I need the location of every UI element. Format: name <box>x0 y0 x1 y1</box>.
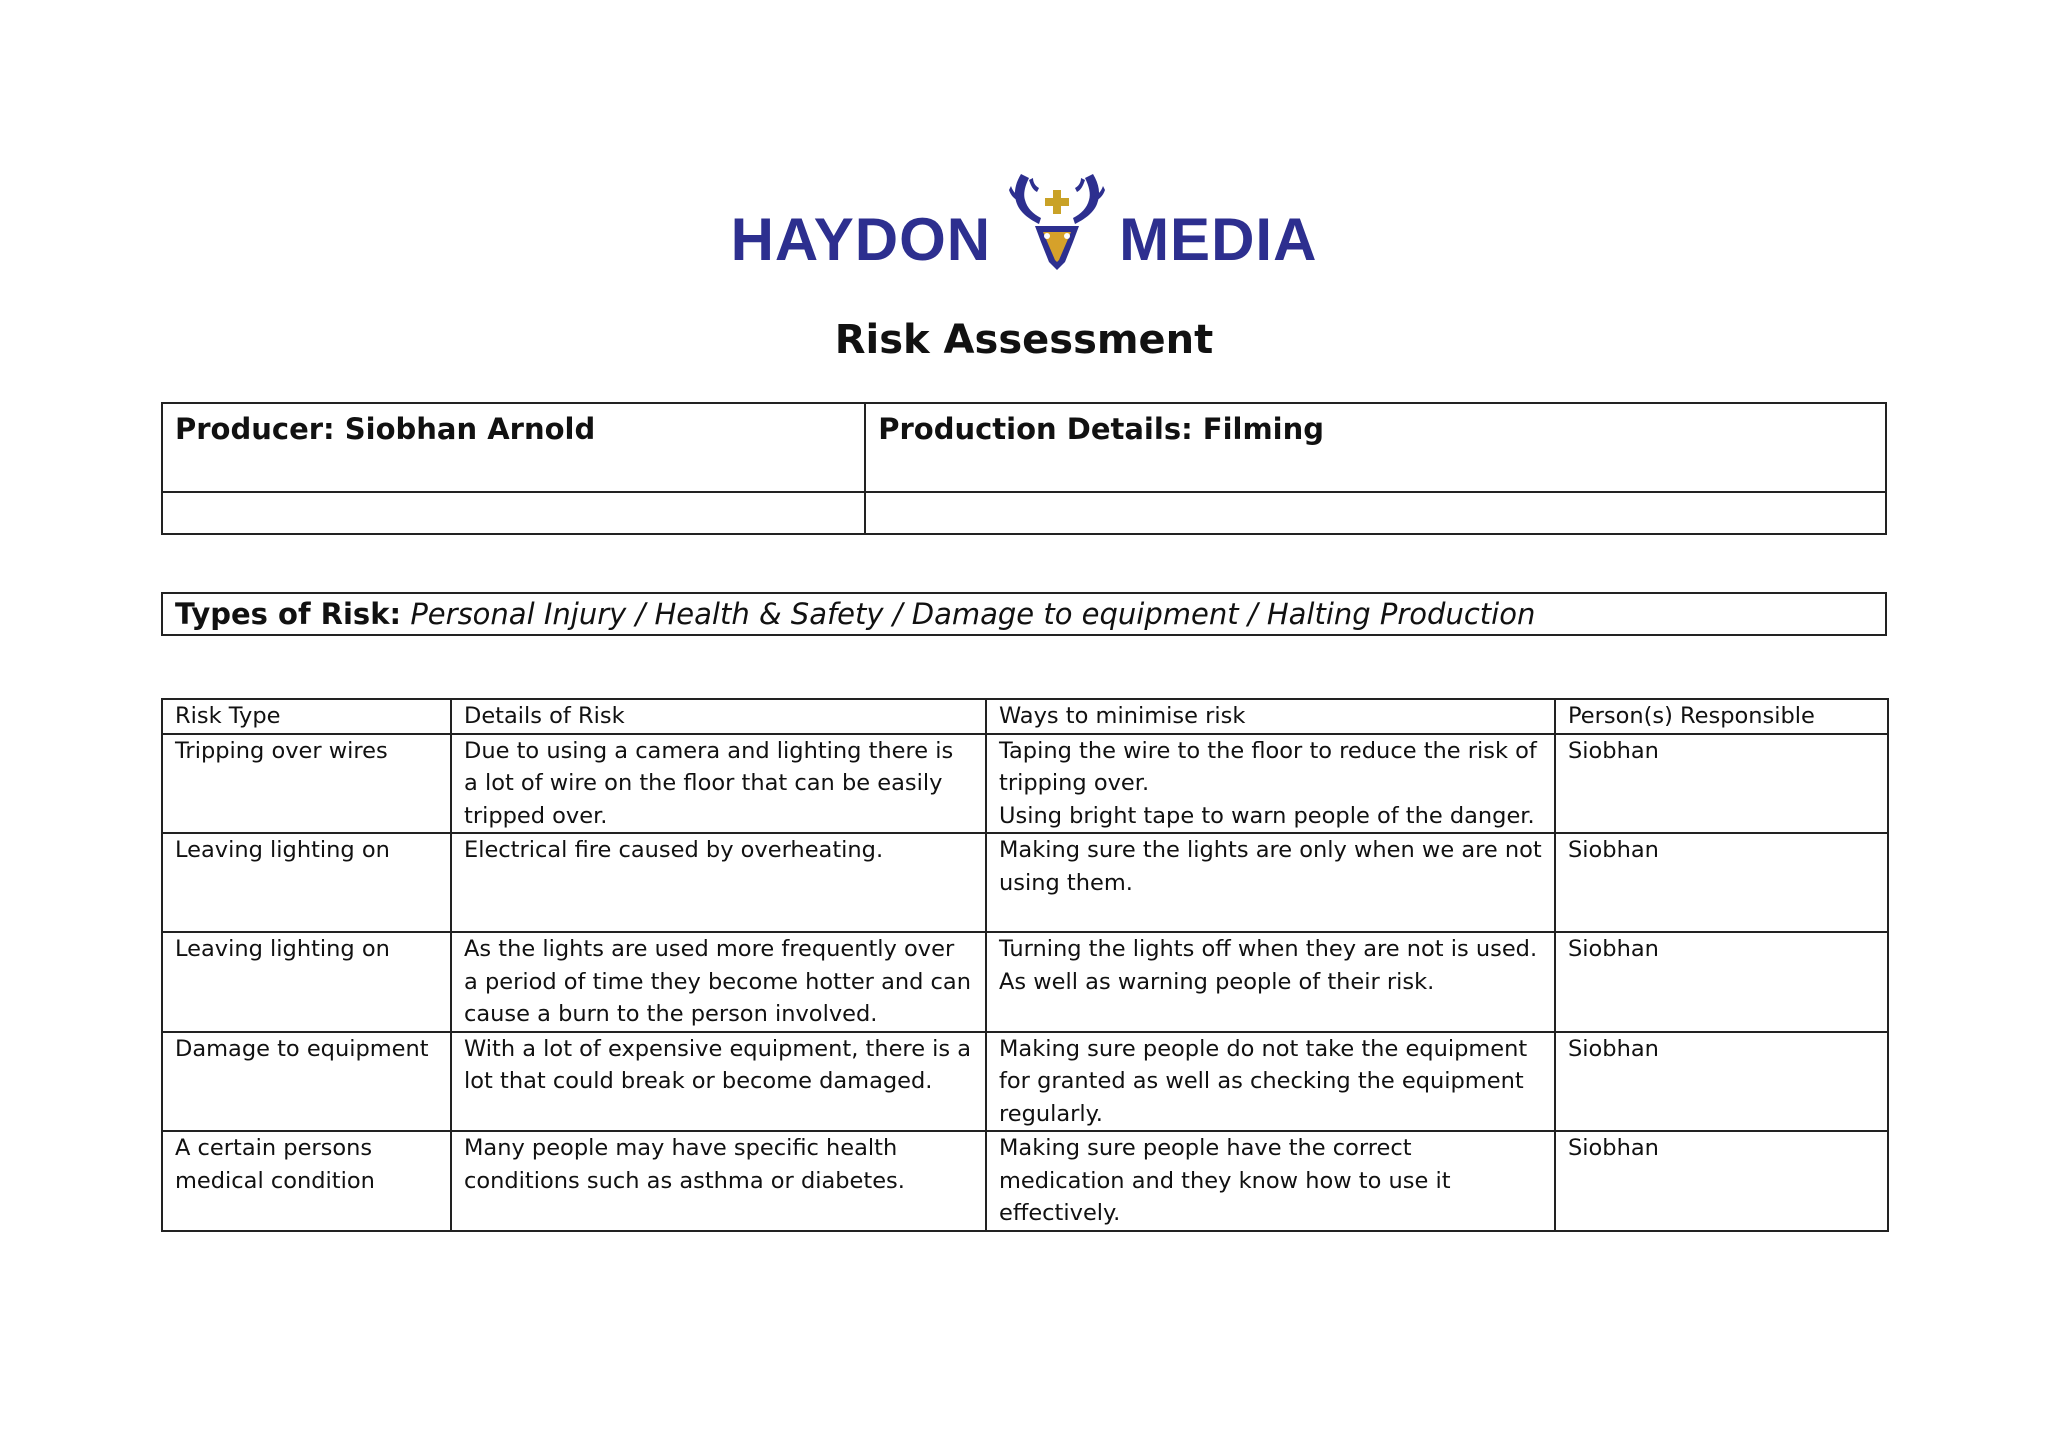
producer-blank-cell <box>162 492 865 534</box>
table-row <box>162 734 1888 834</box>
column-header: Ways to minimise risk <box>986 699 1555 734</box>
responsible-cell: Siobhan <box>1555 932 1888 1032</box>
details-cell: Many people may have specific health conditions such as asthma or diabetes. <box>451 1131 986 1231</box>
company-logo <box>0 170 2048 280</box>
risk-type-cell: Leaving lighting on <box>162 833 451 932</box>
minimise-line: Making sure the lights are only when we are not using them. <box>999 837 1542 896</box>
responsible-cell: Siobhan <box>1555 1131 1888 1231</box>
logo-left-word: HAYDON <box>730 206 992 273</box>
production-info-table <box>161 402 1887 535</box>
types-of-risk-cell <box>162 593 1886 635</box>
minimise-line: Making sure people have the correct medication and they know how to use it effectively. <box>999 1135 1451 1226</box>
stag-head-icon <box>1001 170 1113 280</box>
types-of-risk-value: Personal Injury / Health & Safety / Damage to equipment / Halting Production <box>410 597 1536 631</box>
details-cell: Due to using a camera and lighting there is a lot of wire on the floor that can be easily tripped over. <box>451 734 986 834</box>
production-details-cell: Production Details: Filming <box>865 403 1886 492</box>
details-cell: With a lot of expensive equipment, there is a lot that could break or become damaged. <box>451 1032 986 1132</box>
minimise-line: Turning the lights off when they are not is used. <box>999 936 1538 962</box>
types-of-risk-table <box>161 592 1887 636</box>
risk-type-cell: Leaving lighting on <box>162 932 451 1032</box>
risk-type-cell: Damage to equipment <box>162 1032 451 1132</box>
producer-cell: Producer: Siobhan Arnold <box>162 403 865 492</box>
minimise-line: As well as warning people of their risk. <box>999 968 1435 995</box>
details-cell: As the lights are used more frequently over a period of time they become hotter and can cause a burn to the person involved. <box>451 932 986 1032</box>
page-title: Risk Assessment <box>834 317 1214 363</box>
column-header: Person(s) Responsible <box>1555 699 1888 734</box>
minimise-cell <box>986 1131 1555 1231</box>
risk-table <box>161 698 1889 1232</box>
column-header: Risk Type <box>162 699 451 734</box>
logo-right-word: MEDIA <box>1119 206 1318 273</box>
responsible-cell: Siobhan <box>1555 833 1888 932</box>
minimise-line: Making sure people do not take the equipment for granted as well as checking the equipment regularly. <box>999 1035 1528 1127</box>
risk-type-cell: A certain persons medical condition <box>162 1131 451 1231</box>
details-blank-cell <box>865 492 1886 534</box>
table-row <box>162 932 1888 1032</box>
table-row <box>162 1032 1888 1132</box>
responsible-cell: Siobhan <box>1555 734 1888 834</box>
minimise-cell <box>986 932 1555 1032</box>
minimise-cell <box>986 1032 1555 1132</box>
types-of-risk-label: Types of Risk: <box>175 597 402 631</box>
table-row <box>162 833 1888 932</box>
minimise-line: Using bright tape to warn people of the danger. <box>999 802 1535 829</box>
minimise-cell <box>986 734 1555 834</box>
responsible-cell: Siobhan <box>1555 1032 1888 1132</box>
details-cell: Electrical fire caused by overheating. <box>451 833 986 932</box>
table-row <box>162 1131 1888 1231</box>
minimise-line: Taping the wire to the floor to reduce the risk of tripping over. <box>999 737 1537 796</box>
column-header: Details of Risk <box>451 699 986 734</box>
minimise-cell <box>986 833 1555 932</box>
risk-type-cell: Tripping over wires <box>162 734 451 834</box>
risk-table-header-row <box>162 699 1888 734</box>
